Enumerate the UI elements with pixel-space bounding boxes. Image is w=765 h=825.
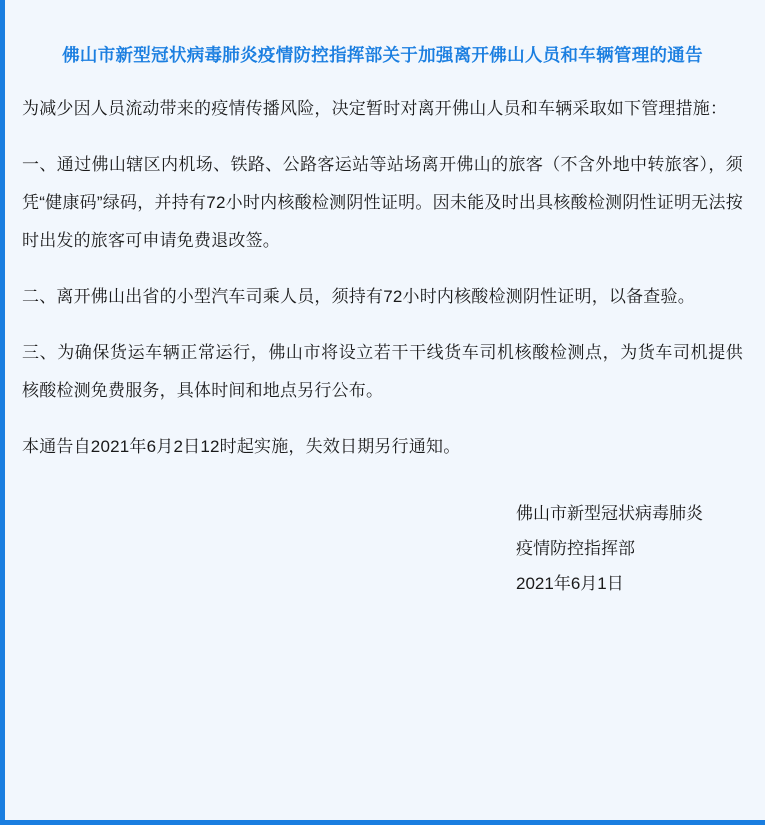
paragraph-item-1: 一、通过佛山辖区内机场、铁路、公路客运站等站场离开佛山的旅客（不含外地中转旅客），须凭“健康码”绿码，并持有72小时内核酸检测阴性证明。因未能及时出具核酸检测阴性证明无法按时出发的旅客可申请免费退改签。 — [22, 155, 743, 250]
signature-lines — [516, 496, 703, 601]
signature-issuer-line-1: 佛山市新型冠状病毒肺炎 — [516, 504, 703, 523]
paragraph-effective-date: 本通告自2021年6月2日12时起实施，失效日期另行通知。 — [22, 437, 461, 456]
signature-issuer-line-2: 疫情防控指挥部 — [516, 539, 635, 558]
bottom-accent-bar — [0, 820, 765, 825]
page-title: 佛山市新型冠状病毒肺炎疫情防控指挥部关于加强离开佛山人员和车辆管理的通告 — [62, 45, 703, 65]
signature-block — [22, 496, 743, 601]
paragraph-item-2: 二、离开佛山出省的小型汽车司乘人员，须持有72小时内核酸检测阴性证明，以备查验。 — [22, 287, 695, 306]
paragraph-item-3: 三、为确保货运车辆正常运行，佛山市将设立若干干线货车司机核酸检测点，为货车司机提供核酸检测免费服务，具体时间和地点另行公布。 — [22, 343, 743, 400]
signature-date: 2021年6月1日 — [516, 574, 624, 593]
paragraph-intro: 为减少因人员流动带来的疫情传播风险，决定暂时对离开佛山人员和车辆采取如下管理措施： — [22, 99, 728, 118]
